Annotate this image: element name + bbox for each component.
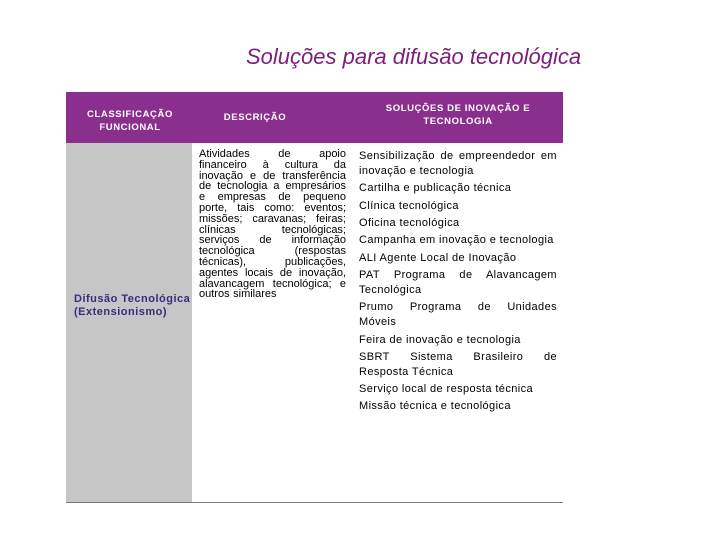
- header-description: DESCRIÇÃO: [223, 112, 287, 123]
- solutions-list: [359, 149, 557, 417]
- solution-item: PAT Programa de Alavancagem Tecnológica: [359, 269, 557, 296]
- header-solutions: SOLUÇÕES DE INOVAÇÃO E TECNOLOGIA: [385, 103, 531, 127]
- table-header: [66, 92, 563, 143]
- solutions-table: [66, 92, 563, 503]
- solution-item: Feira de inovação e tecnologia: [359, 333, 521, 346]
- solution-item: ALI Agente Local de Inovação: [359, 251, 517, 264]
- solution-item: Prumo Programa de Unidades Móveis: [359, 301, 557, 329]
- solution-item: Serviço local de resposta técnica: [359, 383, 534, 396]
- solution-item: Cartilha e publicação técnica: [359, 182, 512, 195]
- solution-item: SBRT Sistema Brasileiro de Resposta Técnica: [359, 350, 557, 378]
- classification-label: Difusão Tecnológica (Extensionismo): [74, 293, 191, 318]
- description-cell: Atividades de apoio financeiro à cultura da inovação e de transferência de tecnologia a empresários e empresas de pequeno porte, tais como: eventos; missões; caravanas; feiras; clínicas tecnológicas; serviços de informação tecnológica (respostas técnicas), publicações, agentes locais de inovação, alavancagem tecnológica; e outros similares: [199, 148, 346, 301]
- slide-title: Soluções para difusão tecnológica: [246, 44, 582, 69]
- solution-item: Missão técnica e tecnológica: [359, 400, 511, 413]
- classification-cell: [66, 143, 192, 502]
- solution-item: Oficina tecnológica: [359, 216, 460, 229]
- solution-item: Sensibilização de empreendedor em inovação e tecnologia: [359, 150, 557, 177]
- header-classification: CLASSIFICAÇÃO FUNCIONAL: [87, 109, 173, 133]
- solution-item: Clínica tecnológica: [359, 199, 459, 212]
- solution-item: Campanha em inovação e tecnologia: [359, 234, 554, 247]
